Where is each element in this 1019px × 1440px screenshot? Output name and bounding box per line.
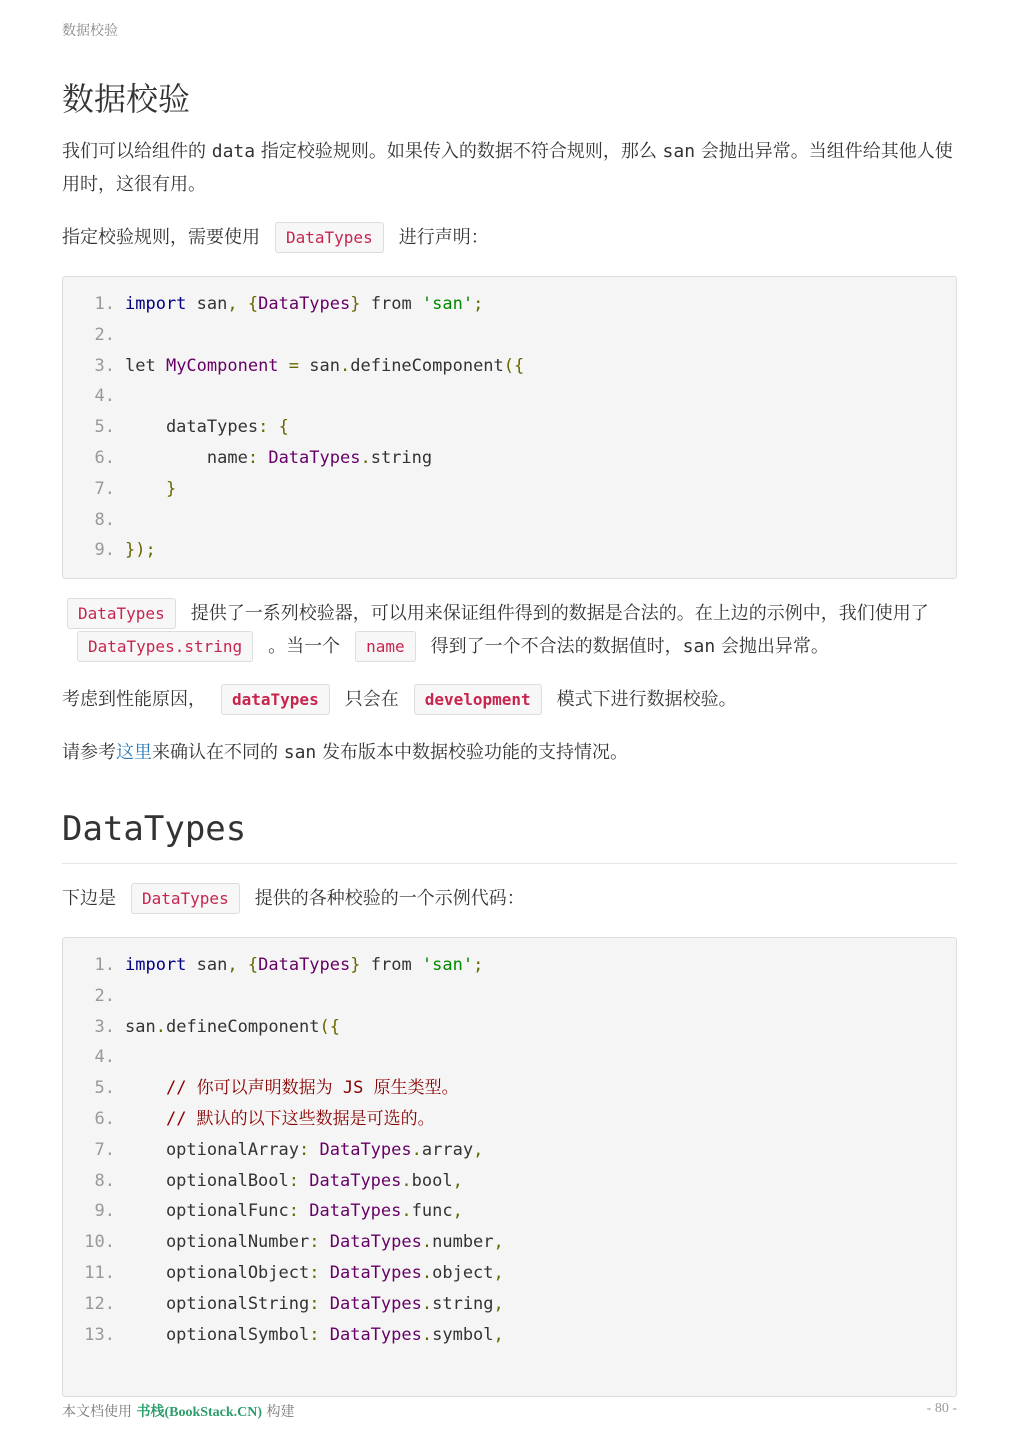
reference-link[interactable]: 这里 (116, 742, 152, 763)
code-block-1 (62, 276, 957, 579)
code-token: DataTypes (258, 294, 351, 314)
code-line (63, 1073, 956, 1104)
code-token: , (473, 1139, 484, 1160)
line-number: 13. (84, 1324, 115, 1345)
code-block-2 (62, 937, 957, 1397)
code-token: optionalArray (125, 1139, 299, 1160)
code-token: import (125, 955, 187, 975)
inline-code: DataTypes (131, 883, 240, 914)
code-token: optionalBool (125, 1170, 289, 1191)
inline-mono: data (211, 141, 256, 162)
code-token: optionalFunc (125, 1201, 289, 1222)
code-token: san (125, 1016, 156, 1037)
code-token: { (247, 294, 259, 314)
text: 会抛出异常。当组件给其他人使用时，这很有用。 (62, 141, 953, 195)
code-token: , (493, 1324, 504, 1345)
code-line (63, 1258, 956, 1289)
code-token: . (411, 1139, 422, 1160)
section-heading: DataTypes (62, 807, 957, 864)
code-token: . (421, 1232, 433, 1253)
code-token: : (309, 1262, 320, 1283)
code-token: optionalString (125, 1293, 310, 1314)
text: 考虑到性能原因， (62, 689, 206, 710)
code-token: { (278, 417, 289, 438)
line-number: 9. (94, 1201, 115, 1222)
code-token (279, 356, 289, 376)
code-line (63, 1042, 956, 1073)
code-token (309, 1140, 319, 1160)
reference-paragraph (62, 736, 957, 769)
code-line (63, 320, 956, 351)
code-token: 'san' (421, 955, 474, 975)
code-token: , (493, 1262, 504, 1283)
code-token (319, 1263, 329, 1283)
code-token: : (258, 417, 269, 438)
line-number: 7. (94, 1139, 115, 1160)
line-number: 2. (94, 985, 115, 1006)
code-token: san (186, 294, 228, 314)
code-token: symbol (432, 1324, 494, 1345)
code-token: // 默认的以下这些数据是可选的。 (165, 1108, 435, 1129)
code-line (63, 381, 956, 412)
code-token: import (125, 294, 187, 314)
code-token: . (401, 1201, 412, 1222)
inline-mono: san (283, 742, 317, 763)
code-token (268, 417, 278, 437)
code-token: DataTypes (268, 447, 361, 468)
code-token: ; (473, 294, 484, 314)
code-token: DataTypes (329, 1293, 422, 1314)
code-token: name (125, 447, 248, 468)
code-token (238, 955, 248, 975)
code-token: , (227, 294, 238, 314)
code-token: bool (411, 1170, 453, 1191)
text: 进行声明： (398, 227, 489, 248)
code-token: : (309, 1232, 320, 1253)
code-token: DataTypes (309, 1170, 402, 1191)
code-line (63, 950, 956, 981)
line-number: 3. (94, 355, 115, 376)
page-title: 数据校验 (62, 80, 191, 118)
performance-paragraph (62, 683, 957, 716)
code-token: string (370, 447, 433, 468)
code-token (125, 1078, 166, 1098)
line-number: 4. (94, 1047, 115, 1068)
code-line (63, 351, 956, 382)
line-number: 1. (94, 955, 115, 975)
code-line (63, 1012, 956, 1043)
code-token: from (360, 955, 422, 975)
code-token: MyComponent (165, 355, 279, 376)
code-token: // 你可以声明数据为 JS 原生类型。 (165, 1078, 459, 1099)
code-token: ({ (319, 1016, 340, 1037)
code-line (63, 1104, 956, 1135)
line-number: 9. (94, 540, 115, 561)
code-token: object (432, 1262, 494, 1283)
code-token: } (350, 955, 361, 975)
code-token: , (493, 1232, 504, 1253)
example-intro-paragraph (62, 882, 957, 915)
code-token (125, 479, 166, 499)
text: 提供了一系列校验器，可以用来保证组件得到的数据是合法的。在上边的示例中，我们使用了 (190, 603, 929, 624)
code-token (319, 1232, 329, 1252)
code-token: . (421, 1262, 433, 1283)
code-token (125, 1109, 166, 1129)
code-line (63, 1320, 956, 1351)
line-number: 5. (94, 1078, 115, 1099)
code-token: optionalNumber (125, 1232, 310, 1253)
code-token: . (155, 1016, 166, 1037)
inline-mono: san (662, 141, 696, 162)
code-token (319, 1325, 329, 1345)
line-number: 1. (94, 294, 115, 314)
inline-code: DataTypes (67, 598, 176, 629)
code-token: optionalObject (125, 1262, 310, 1283)
line-number: 8. (94, 509, 115, 530)
code-token: from (360, 294, 422, 314)
line-number: 6. (94, 447, 115, 468)
footer-text: 本文档使用 (62, 1404, 137, 1420)
code-token: DataTypes (309, 1201, 402, 1222)
usage-paragraph (62, 221, 957, 254)
text: 。当一个 (268, 636, 341, 657)
inline-mono: san (682, 636, 716, 657)
text: 请参考 (62, 742, 116, 763)
line-number: 3. (94, 1016, 115, 1037)
code-line (63, 981, 956, 1012)
code-token: ; (473, 955, 484, 975)
code-token: ({ (503, 355, 525, 376)
line-number: 2. (94, 324, 115, 345)
brand-link[interactable]: 书栈(BookStack.CN) (136, 1405, 263, 1420)
code-line (63, 289, 956, 320)
text: 指定校验规则。如果传入的数据不符合规则，那么 (255, 141, 663, 162)
code-line (63, 474, 956, 505)
code-token (238, 294, 248, 314)
code-token: DataTypes (329, 1324, 422, 1345)
code-token: array (421, 1139, 474, 1160)
text: 得到了一个不合法的数据值时， (430, 636, 683, 657)
code-token: : (309, 1293, 320, 1314)
code-token (299, 1201, 309, 1221)
text: 指定校验规则，需要使用 (62, 227, 260, 248)
explanation-paragraph (62, 597, 957, 663)
text: 我们可以给组件的 (62, 141, 212, 162)
code-token: : (288, 1170, 300, 1191)
code-line (63, 1227, 956, 1258)
footer (62, 1401, 295, 1421)
code-line (63, 505, 956, 536)
code-token: } (350, 294, 361, 314)
code-token: number (432, 1232, 494, 1253)
code-token: , (452, 1201, 463, 1222)
inline-code: DataTypes (275, 222, 384, 253)
text: 只会在 (344, 689, 399, 710)
code-token: } (165, 478, 177, 499)
code-token (258, 448, 268, 468)
text: 模式下进行数据校验。 (556, 689, 737, 710)
line-number: 6. (94, 1108, 115, 1129)
code-token: , (493, 1293, 504, 1314)
code-token (319, 1294, 329, 1314)
code-line (63, 1166, 956, 1197)
code-token: . (421, 1293, 433, 1314)
code-line (63, 412, 956, 443)
text: 发布版本中数据校验功能的支持情况。 (316, 742, 628, 763)
code-token: { (247, 955, 259, 975)
intro-paragraph (62, 135, 957, 201)
text: 会抛出异常。 (715, 636, 829, 657)
code-token: 'san' (421, 294, 474, 314)
text: 来确认在不同的 (152, 742, 284, 763)
text: 下边是 (62, 888, 116, 909)
inline-code: DataTypes.string (77, 631, 253, 662)
code-token: func (411, 1201, 453, 1222)
code-token: defineComponent (165, 1016, 320, 1037)
page-content (62, 78, 957, 1397)
code-token: : (309, 1324, 320, 1345)
page-number: - 80 - (926, 1401, 957, 1416)
line-number: 8. (94, 1170, 115, 1191)
code-token: . (360, 447, 371, 468)
inline-code: dataTypes (221, 684, 330, 715)
code-token: : (288, 1201, 300, 1222)
code-token: : (299, 1139, 310, 1160)
code-token: defineComponent (350, 355, 504, 376)
code-token: = (288, 355, 300, 376)
line-number: 10. (84, 1232, 115, 1253)
code-token: san (299, 355, 340, 376)
line-number: 5. (94, 417, 115, 438)
code-line (63, 443, 956, 474)
text: 提供的各种校验的一个示例代码： (254, 888, 525, 909)
code-token: DataTypes (329, 1232, 422, 1253)
code-line (63, 1289, 956, 1320)
line-number: 7. (94, 478, 115, 499)
code-token: , (227, 955, 238, 975)
line-number: 12. (84, 1293, 115, 1314)
code-token: DataTypes (329, 1262, 422, 1283)
code-token: }); (125, 540, 156, 561)
code-line (63, 1135, 956, 1166)
line-number: 11. (84, 1262, 115, 1283)
code-token: dataTypes (125, 417, 259, 438)
code-token: . (421, 1324, 433, 1345)
running-header: 数据校验 (62, 23, 118, 39)
inline-code: development (414, 684, 542, 715)
code-token: DataTypes (319, 1139, 412, 1160)
footer-text: 构建 (262, 1404, 295, 1420)
code-line (63, 1196, 956, 1227)
inline-code: name (355, 631, 416, 662)
code-token: san (186, 955, 228, 975)
line-number: 4. (94, 386, 115, 407)
code-token: string (432, 1293, 494, 1314)
code-token: DataTypes (258, 955, 351, 975)
code-token (299, 1171, 309, 1191)
code-line (63, 535, 956, 566)
code-token: : (247, 447, 259, 468)
code-token: . (340, 355, 351, 376)
code-token: , (452, 1170, 463, 1191)
code-token: . (401, 1170, 412, 1191)
code-token: let (125, 355, 166, 376)
code-token: optionalSymbol (125, 1324, 310, 1345)
